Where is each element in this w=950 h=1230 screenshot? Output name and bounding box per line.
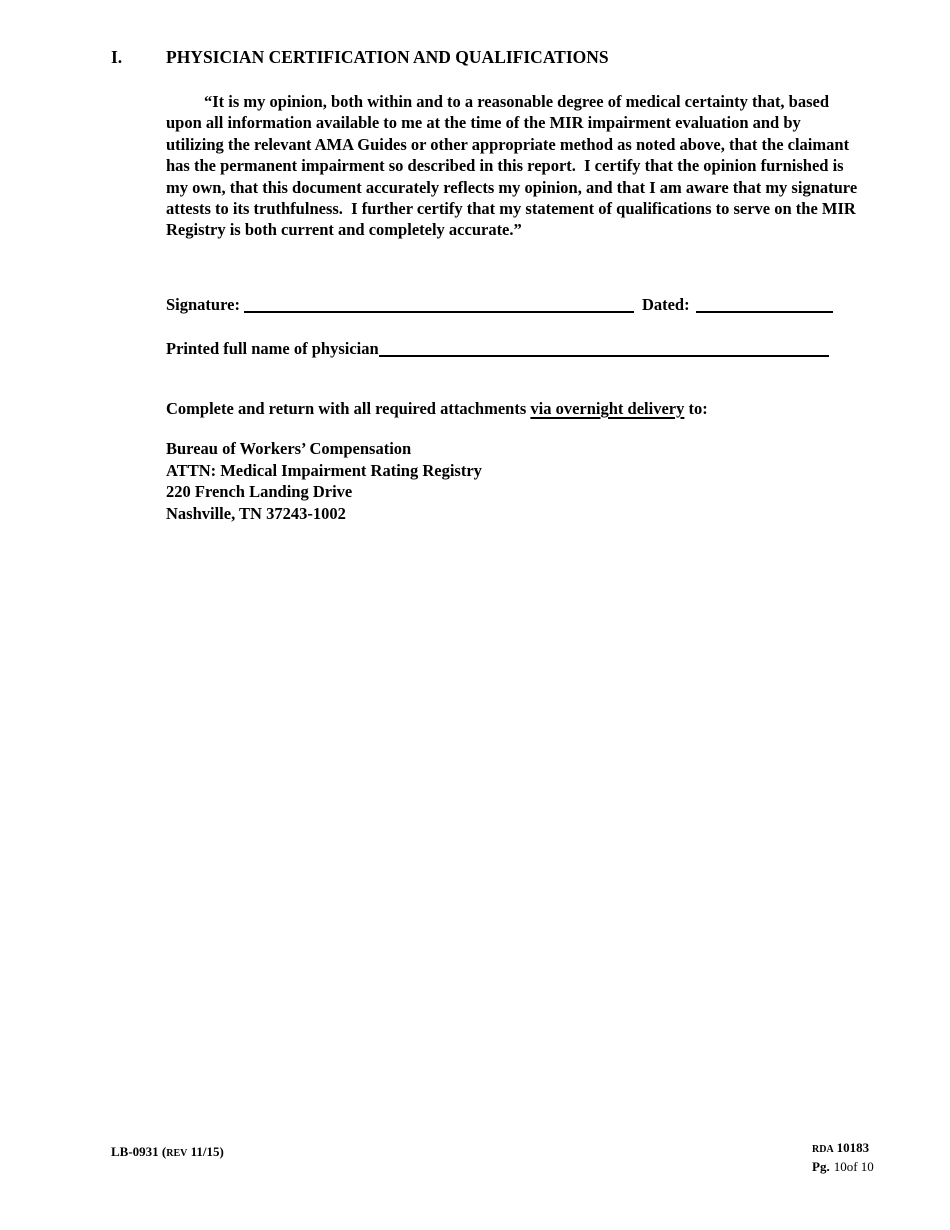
form-number-suffix: 11/15) bbox=[187, 1144, 224, 1159]
section-title: PHYSICIAN CERTIFICATION AND QUALIFICATIONS bbox=[166, 47, 609, 67]
mailing-address bbox=[166, 438, 482, 524]
rda-number: 10183 bbox=[836, 1140, 870, 1155]
address-line-attn: ATTN: Medical Impairment Rating Registry bbox=[166, 460, 482, 480]
printed-name-label: Printed full name of physician bbox=[166, 339, 379, 358]
rda-label: RDA bbox=[812, 1144, 834, 1155]
footer-right bbox=[812, 1140, 874, 1175]
dated-label: Dated: bbox=[641, 295, 690, 314]
certification-paragraph: “It is my opinion, both within and to a reasonable degree of medical certainty that, based upon all information available to me at the time of the MIR impairment evaluation and by utilizing the relevant AMA Guides or other appropriate method as noted above, that the claimant has the permanent impairment so described in this report. I certify that the opinion furnished is my own, that this document accurately reflects my opinion, and that I am aware that my signature attests to its truthfulness. I further certify that my statement of qualifications to serve on the MIR Registry is both current and completely accurate.” bbox=[166, 92, 862, 240]
printed-name-row bbox=[166, 339, 829, 359]
address-line-bureau: Bureau of Workers’ Compensation bbox=[166, 439, 412, 458]
signature-label: Signature: bbox=[166, 295, 240, 314]
return-instructions bbox=[166, 399, 708, 419]
form-number bbox=[111, 1144, 224, 1160]
rda-number-row bbox=[812, 1140, 874, 1159]
signature-row bbox=[166, 295, 833, 315]
page-value: 10of 10 bbox=[833, 1158, 874, 1174]
printed-name-line[interactable] bbox=[379, 355, 829, 357]
return-instructions-underlined: via overnight delivery bbox=[530, 399, 685, 418]
address-line-street: 220 French Landing Drive bbox=[166, 482, 353, 501]
address-line-city: Nashville, TN 37243-1002 bbox=[166, 503, 346, 523]
dated-line[interactable] bbox=[696, 311, 833, 313]
return-instructions-prefix: Complete and return with all required attachments bbox=[166, 399, 531, 418]
return-instructions-suffix: to: bbox=[684, 399, 708, 418]
page-number-row bbox=[812, 1159, 874, 1176]
form-number-prefix: LB-0931 ( bbox=[111, 1144, 167, 1159]
section-heading bbox=[111, 47, 609, 68]
page-label: Pg. bbox=[812, 1158, 830, 1174]
signature-line[interactable] bbox=[244, 311, 634, 313]
section-number: I. bbox=[111, 47, 123, 67]
form-number-rev: REV bbox=[166, 1148, 188, 1159]
